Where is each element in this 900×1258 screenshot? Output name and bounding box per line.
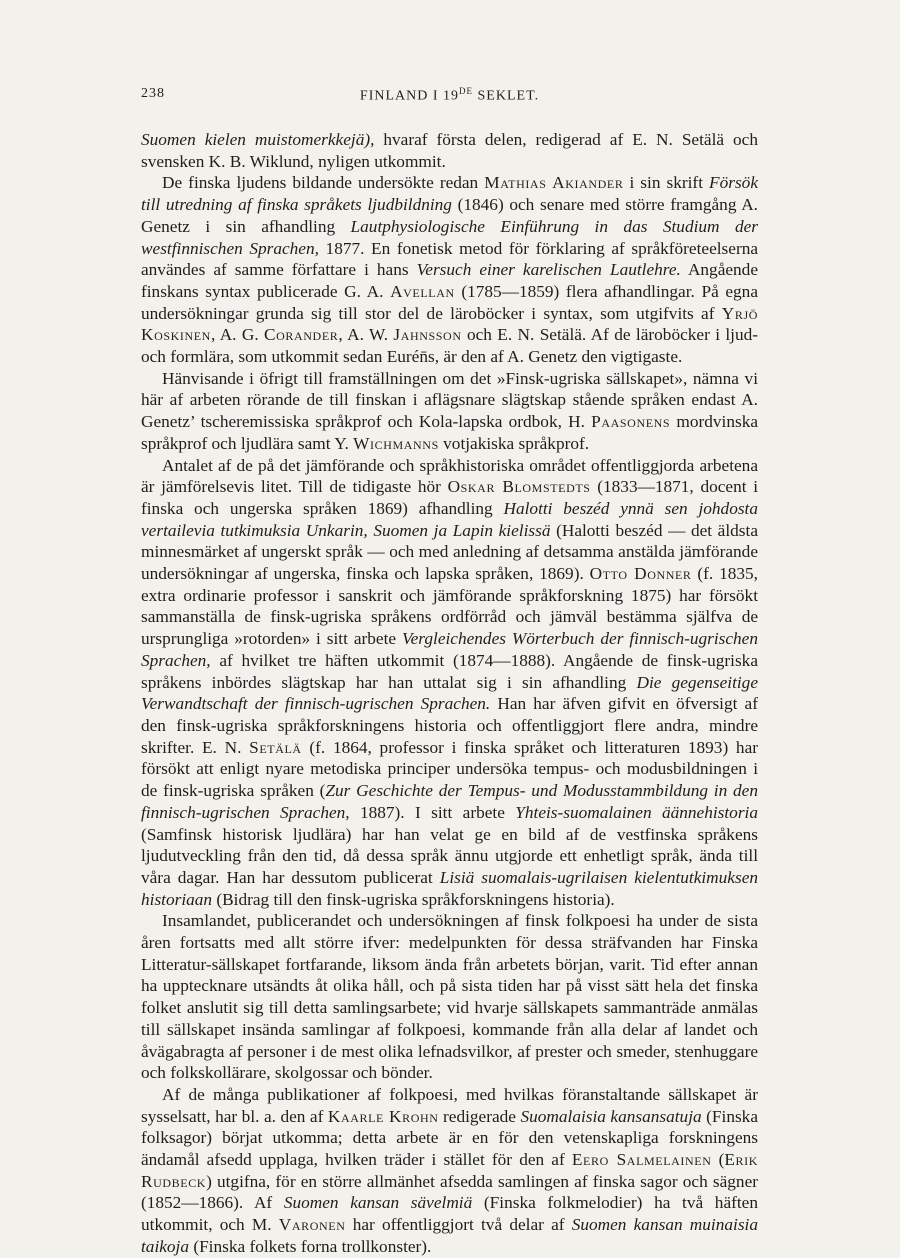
text-run: i sin skrift: [623, 173, 710, 193]
italic-title: Lisiä suomalais-ugrilaisen kielentutkimuksen historiaan: [141, 867, 759, 909]
text-run: (Finska folksagor) börjat utkomma; detta arbete är en för den vetenskapliga forskningens ändamål afsedd upplaga, hvilken träder i stället för den af: [141, 1106, 758, 1170]
text-run: af hvilket tre häften utkommit (1874—1888). Angående de finsk-ugriska språkens inbördes slägtskap har han uttalat sig i sin afhandling: [141, 650, 758, 692]
italic-title: Die gegenseitige Verwandtschaft der finnisch-ugrischen Sprachen.: [141, 672, 758, 714]
text-run: (1846) och senare med större framgång A. Genetz i sin afhandling: [141, 195, 758, 236]
text-run: Hänvisande i öfrigt till framställningen om det »Finsk-ugriska sällskapet», nämna vi här af arbeten rörande de till finskan i aflägsnare slägtskap stående språken endast A. Genetz’ tscheremissiska språkprof och Kola-lapska ordbok, H.: [141, 368, 758, 432]
text-run: (1785—1859) flera afhandlingar. På egna undersökningar grunda sig till stor del de läroböcker i syntax, som utgifvits af: [141, 281, 758, 323]
text-run: redigerade: [438, 1106, 521, 1126]
italic-title: Suomen kansan muinaisia taikoja: [141, 1215, 758, 1256]
text-run: (1833—1871, docent i finska och ungerska språken 1869) afhandling: [141, 477, 759, 518]
text-run: 1877. En fonetisk metod för förklaring af språkföreteelserna användes af samme författare i hans: [141, 238, 759, 280]
person-name: Yrjö Koskinen: [141, 303, 758, 345]
text-run: ) utgifna, för en större allmänhet afsedda samlingen af finska sagor och sägner (1852—1866). Af: [141, 1171, 758, 1213]
person-name: Mathias Akiander: [484, 173, 624, 193]
text-run: (Samfinsk historisk ljudlära) har han velat ge en bild af de vestfinska språkens ljudutveckling från den tid, då dessa språk ännu utgjorde ett enhetligt språk, ända till våra dagar. Han har dessutom publicerat: [141, 824, 758, 887]
text-run: (f. 1835, extra ordinarie professor i sanskrit och jämförande språkforskning 1875) har försökt sammanställa de finsk-ugriska språkens ordförråd och jämväl bestämma själfva de ursprungliga »rotorden» i sitt arbete: [141, 564, 758, 649]
text-run: Han har äfven gifvit en öfversigt af den finsk-ugriska språkforskningens historia och offentliggjort flere andra, mindre skrifter. E. N.: [141, 694, 758, 757]
italic-title: Halotti beszéd ynnä sen johdosta vertailevia tutkimuksia Unkarin, Suomen ja Lapin kielissä: [141, 498, 759, 540]
text-run: , A. G.: [210, 325, 265, 345]
italic-title: Suomen kansan sävelmiä: [283, 1193, 473, 1213]
text-run: Angående finskans syntax publicerade G. A.: [141, 260, 758, 301]
text-run: hvaraf första delen, redigerad af E. N. Setälä och svensken K. B. Wiklund, nyligen utkommit.: [141, 130, 758, 171]
text-run: (Bidrag till den finsk-ugriska språkforskningens historia).: [212, 889, 615, 909]
text-run: (Finska folkmelodier) ha två häften utkommit, och M.: [141, 1193, 758, 1235]
running-title-main: FINLAND I 19: [359, 88, 460, 104]
text-run: och E. N. Setälä. Af de läroböcker i ljud- och formlära, som utkommit sedan Eurén̄s, är den af A. Genetz den vigtigaste.: [141, 325, 758, 367]
text-run: , A. W.: [338, 325, 394, 345]
italic-title: Yhteis-suomalainen äännehistoria: [515, 802, 758, 822]
page-number: 238: [141, 86, 165, 101]
running-title-sup: DE: [459, 86, 474, 96]
text-run: (: [711, 1150, 725, 1170]
italic-title: Suomen kielen muistomerkkejä),: [141, 130, 375, 149]
text-run: (Halotti beszéd — det äldsta minnesmärket af ungerskt språk — och med anledning af detsamma anstälda jämförande undersökningar af ungerska, finska och lapska språken, 1869).: [141, 520, 758, 584]
person-name: Setälä: [249, 737, 302, 757]
text-run: votjakiska språkprof.: [438, 433, 590, 453]
italic-title: Lautphysiologische Einführung in das Studium der westfinnischen Sprachen,: [141, 216, 758, 258]
text-run: Antalet af de på det jämförande och språkhistoriska området offentliggjorda arbetena är jämförelsevis litet. Till de tidigaste hör: [141, 455, 758, 497]
running-header: [141, 86, 758, 106]
text-run: 1887). I sitt arbete: [349, 802, 516, 822]
person-name: Eero Salmelainen: [571, 1150, 712, 1170]
italic-title: Zur Geschichte der Tempus- und Modusstammbildung in den finnisch-ugrischen Sprachen,: [141, 781, 758, 822]
person-name: Avellan: [390, 281, 455, 301]
person-name: Varonen: [278, 1215, 346, 1235]
person-name: Wichmanns: [353, 433, 439, 453]
person-name: Oskar Blomstedts: [447, 477, 591, 497]
text-run: Insamlandet, publicerandet och undersökningen af finsk folkpoesi ha under de sista åren fortsatts med allt större ifver: medelpunkten för dessa sträfvanden har Finska Litteratur-sällskapet fortfarande, liksom ända från arbetets början, varit. Tid efter annan ha upptecknare utsändts åt olika håll, och på sista tiden har på visst sätt hela det finska folket anslutit sig till detta samlingsarbete; vid hvarje sällskapets sammanträde anmälas till sällskapet insända samlingar af folkpoesi, kommande från alla delar af landet och åvägabragta af personer i de mest olika lefnadsvilkor, af prester och smeder, stenhuggare och folkskollärare, skolgossar och bönder.: [141, 911, 758, 1083]
person-name: Jahnsson: [393, 325, 462, 345]
person-name: Otto Donner: [589, 564, 692, 584]
text-run: mordvinska språkprof och ljudlära samt Y.: [141, 412, 759, 453]
text-run: (f. 1864, professor i finska språket och litteraturen 1893) har försökt att enligt nyare metodiska principer undersöka tempus- och modusbildningen i de finsk-ugriska språken (: [141, 737, 758, 801]
running-title: [141, 86, 758, 105]
person-name: Paasonens: [591, 412, 671, 432]
text-run: (Finska folkets forna trollkonster).: [189, 1236, 432, 1256]
paragraph: [141, 129, 758, 172]
paragraph: [141, 455, 758, 911]
text-run: har offentliggjort två delar af: [345, 1215, 572, 1235]
italic-title: Vergleichendes Wörterbuch der finnisch-ugrischen Sprachen,: [141, 629, 758, 670]
italic-title: Versuch einer karelischen Lautlehre.: [416, 260, 681, 280]
person-name: Erik Rudbeck: [141, 1150, 758, 1191]
paragraph: [141, 172, 758, 367]
body-text: [141, 129, 758, 1258]
text-run: Af de många publikationer af folkpoesi, med hvilkas föranstaltande sällskapet är sysselsatt, har bl. a. den af: [141, 1084, 758, 1126]
italic-title: Suomalaisia kansansatuja: [520, 1106, 702, 1126]
person-name: Kaarle Krohn: [327, 1106, 439, 1126]
paragraph: [141, 910, 758, 1084]
running-title-end: SEKLET.: [473, 88, 540, 104]
italic-title: Försök till utredning af finska språkets ljudbildning: [141, 173, 758, 215]
paragraph: [141, 1084, 758, 1258]
paragraph: [141, 368, 758, 455]
text-run: De finska ljudens bildande undersökte redan: [162, 173, 485, 193]
person-name: Corander: [264, 325, 339, 345]
